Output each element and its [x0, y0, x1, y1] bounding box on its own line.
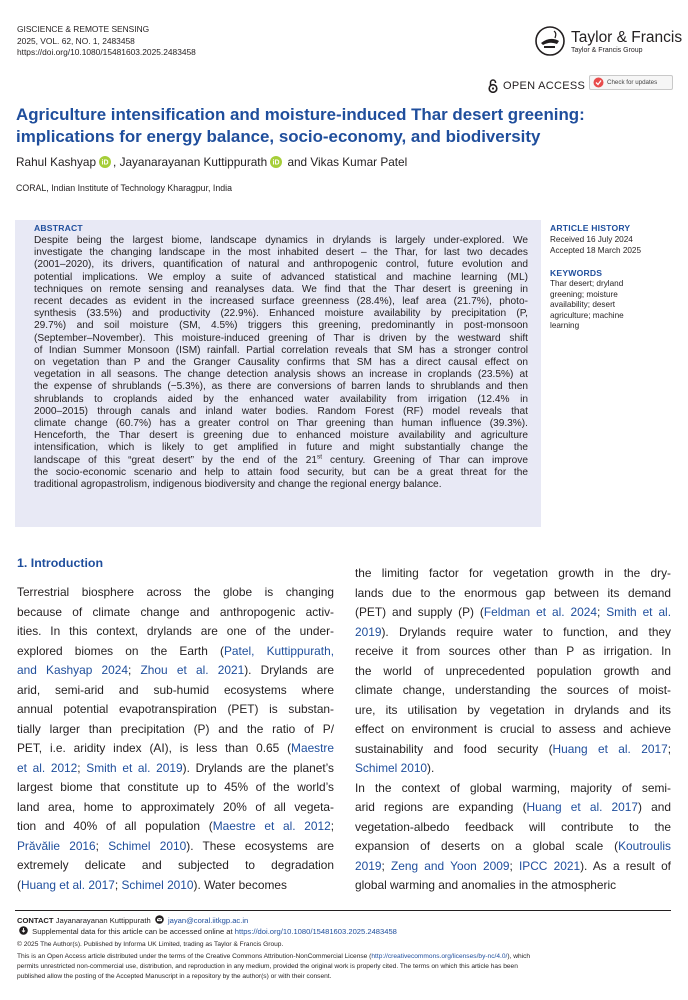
abstract-line: traditional agropastrolism, indigenous biodiversity and change the regional energy balance.	[34, 479, 442, 491]
license-link[interactable]: http://creativecommons.org/licenses/by-nc/4.0/	[371, 953, 508, 960]
abstract-line: Despite being the largest biome, landscape dynamics in drylands is largely under-explored. We	[34, 235, 528, 246]
keywords-list	[550, 279, 678, 332]
body-text-line: arid, semi-arid and sub-humid ecosystems where	[17, 682, 334, 697]
article-title	[16, 104, 666, 147]
abstract-line: intensification, which is likely to get amplified in future and might substantially change the	[34, 442, 528, 454]
publisher-group: Taylor & Francis Group	[571, 47, 643, 54]
title-line-2: implications for energy balance, socio-economy, and biodiversity	[16, 126, 541, 146]
open-access-label: OPEN ACCESS	[503, 80, 586, 92]
journal-header	[17, 24, 196, 59]
body-text-line: the limiting factor for vegetation growth in the dry-	[355, 566, 671, 580]
citation-link[interactable]: Prăvălie 2016	[17, 838, 96, 853]
citation-link[interactable]: 2019	[355, 624, 382, 639]
citation-link[interactable]: Schimel 2010	[355, 761, 428, 775]
abstract-line: vegetation in all seasons. The change detection analysis shows an increase in croplands (23.5%) at	[34, 369, 528, 381]
abstract-line: the socio-economic scenario and help to attain food security, but can be a great threat for the	[34, 466, 528, 478]
body-column-right	[355, 564, 671, 896]
author-2[interactable]: Jayanarayanan Kuttippurath	[119, 155, 268, 169]
footer-rule	[15, 910, 671, 911]
crossmark-icon	[593, 77, 604, 88]
keywords	[550, 268, 678, 332]
abstract-line: Henceforth, the Thar desert is greening due to enhanced moisture availability and agriculture	[34, 430, 528, 442]
citation-link[interactable]: Zhou et al. 2021	[140, 663, 245, 677]
citation-link[interactable]: Schimel 2010	[108, 838, 187, 853]
affiliation: CORAL, Indian Institute of Technology Kharagpur, India	[16, 183, 232, 193]
citation-link[interactable]: Huang et al. 2017	[526, 800, 639, 814]
citation-link[interactable]: Zeng and Yoon 2009	[390, 858, 510, 873]
keywords-heading: KEYWORDS	[550, 268, 603, 278]
body-text-line: sustainability and food security (Huang et al. 2017;	[355, 741, 671, 756]
journal-doi-link[interactable]: https://doi.org/10.1080/15481603.2025.2483458	[17, 47, 196, 57]
publisher-logo[interactable]	[534, 24, 683, 60]
supplemental-link[interactable]: https://doi.org/10.1080/15481603.2025.2483458	[234, 927, 397, 936]
body-text-line: ities. In this context, drylands are one of the under-	[17, 624, 334, 638]
journal-name: GISCIENCE & REMOTE SENSING	[17, 24, 150, 34]
body-text-line: largest biome that constitute up to 45% of the world’s	[17, 780, 334, 794]
body-text-line: and Kashyap 2024; Zhou et al. 2021). Drylands are	[17, 663, 334, 677]
citation-link[interactable]: Smith et al. 2019	[86, 760, 183, 775]
abstract-line: potential implications. We employ a suite of advanced statistical and machine learning (ML)	[34, 271, 528, 283]
abstract-line: the expense of shrublands (−5.3%), as there are conversions of barren lands to shrublands and then	[34, 381, 528, 393]
abstract-line: investigate the changing landscape in the most inhabited desert – the Thar, for last two decades	[34, 247, 528, 259]
contact-name: Jayanarayanan Kuttippurath	[55, 916, 151, 925]
body-column-left	[17, 583, 334, 895]
section-heading-introduction: 1. Introduction	[17, 556, 104, 570]
contact-label: CONTACT	[17, 916, 54, 925]
open-lock-icon	[488, 79, 498, 93]
orcid-icon[interactable]	[270, 156, 282, 168]
citation-link[interactable]: Huang et al. 2017	[20, 877, 115, 892]
license-text-1a: This is an Open Access article distributed under the terms of the Creative Commons Attribution-NonCommercial License (	[17, 953, 372, 960]
abstract-line: 2000–2015) through canals and inland water bodies. Random Forest (RF) model reveals that	[34, 405, 528, 417]
body-text-line: In the context of global warming, majority of semi-	[355, 780, 671, 795]
author-1[interactable]: Rahul Kashyap	[16, 155, 97, 169]
license-line-2: permits unrestricted non-commercial use, distribution, and reproduction in any medium, provided the original work is properly cited. The terms on which this article has been	[17, 963, 518, 970]
citation-link[interactable]: and Kashyap 2024	[17, 663, 128, 677]
citation-link[interactable]: Schimel 2010	[121, 877, 194, 892]
citation-link[interactable]: Maestre et al. 2012	[212, 819, 331, 833]
abstract-line: 29.7%) and soil moisture (SM, 4.5%) triggers this greening, predominantly in post-monsoon	[34, 320, 528, 332]
citation-link[interactable]: et al. 2012	[17, 760, 78, 775]
abstract-line: techniques on remote sensing and reanalyses data. We find that the Thar desert is greening in	[34, 283, 528, 295]
license-line-3: published allow the posting of the Accepted Manuscript in a repository by the author(s) or with their consent.	[17, 973, 332, 980]
body-text-line: 2019; Zeng and Yoon 2009; IPCC 2021). As a result of	[355, 858, 671, 873]
citation-link[interactable]: Smith et al.	[606, 605, 671, 619]
abstract-line: (2001–2020), its drivers, quantification of natural and anthropogenic control, future evolution and	[34, 259, 528, 271]
svg-text:iD: iD	[101, 159, 109, 167]
check-for-updates-label: Check for updates	[607, 79, 658, 86]
received-date: Received 16 July 2024	[550, 235, 633, 244]
body-text-line: Schimel 2010).	[355, 761, 435, 775]
body-text-line: (PET) and supply (P) (Feldman et al. 2024; Smith et al.	[355, 605, 671, 619]
check-for-updates-button[interactable]	[589, 75, 673, 90]
abstract-line: (September–November). This moisture-induced greening of Thar is driven by the westward shift	[34, 332, 528, 344]
body-text-line: effect on environment is crucial to assess and achieve	[355, 722, 671, 736]
body-text-line: vegetation-albedo feedback will contribute to the	[355, 819, 671, 834]
keyword-line: Thar desert; dryland	[550, 279, 624, 288]
body-text-line: ure, its utilisation by vegetation in drylands and its	[355, 702, 671, 717]
email-icon	[155, 915, 164, 924]
body-text-line: extremely delicate and subjected to degradation	[17, 858, 334, 872]
open-access-badge	[488, 78, 585, 94]
abstract-line: recent decades as evident in the increased surface greenness (28.4%), leaf area (21.7%), photo-	[34, 296, 528, 308]
citation-link[interactable]: Patel, Kuttippurath,	[223, 643, 334, 658]
body-text-line: tion and 40% of all population (Maestre et al. 2012;	[17, 819, 334, 833]
keyword-line: greening; moisture	[550, 289, 618, 299]
body-text-line: explored biomes on the Earth (Patel, Kuttippurath,	[17, 643, 334, 658]
abstract-text	[34, 235, 528, 491]
body-text-line: Prăvălie 2016; Schimel 2010). These ecosystems are	[17, 838, 335, 853]
accepted-date: Accepted 18 March 2025	[550, 245, 642, 255]
citation-link[interactable]: 2019	[355, 858, 382, 873]
ordinal-superscript: st	[317, 453, 323, 461]
citation-link[interactable]: Koutroulis	[618, 839, 671, 853]
abstract-line: on vegetation than P and the Granger Causality confirms that SM has a direct causal effect on	[34, 357, 528, 369]
svg-text:iD: iD	[272, 159, 280, 167]
body-text-line: tially larger than precipitation (P) and the ratio of P/	[17, 721, 334, 736]
lamp-logo-icon	[534, 26, 566, 56]
body-text-line: climate change, understanding the sources of moist-	[355, 683, 671, 697]
title-line-1: Agriculture intensification and moisture-induced Thar desert greening:	[16, 105, 585, 124]
body-text-line: et al. 2012; Smith et al. 2019). Drylands are the planet’s	[17, 760, 334, 775]
license-text-1b: ), which	[507, 953, 531, 960]
body-text-line: because of climate change and anthropogenic activ-	[17, 604, 334, 619]
citation-link[interactable]: Huang et al. 2017	[552, 741, 668, 756]
abstract-heading: ABSTRACT	[34, 223, 83, 233]
citation-link[interactable]: Maestre	[291, 741, 334, 755]
supplemental-data-icon	[19, 926, 28, 935]
citation-link[interactable]: IPCC 2021	[518, 858, 581, 873]
keyword-line: availability; desert	[550, 300, 616, 310]
contact-email[interactable]: jayan@coral.iitkgp.ac.in	[167, 916, 249, 925]
keyword-line: learning	[550, 321, 580, 331]
supplemental-line	[17, 926, 677, 937]
citation-link[interactable]: Feldman et al. 2024	[483, 605, 597, 619]
copyright-line: © 2025 The Author(s). Published by Informa UK Limited, trading as Taylor & Francis Group.	[17, 941, 284, 948]
abstract-line: landscape of this “great desert” by the end of the 21st century. Greening of Thar can improve	[34, 453, 528, 466]
article-history-heading: ARTICLE HISTORY	[550, 223, 631, 233]
body-text-line: global warming and anomalies in the atmospheric	[355, 878, 617, 892]
keyword-line: agriculture; machine	[550, 310, 624, 320]
abstract-line: synthesis (33.5%) and productivity (22.9%). Enhanced moisture availability by precipitation (P,	[34, 308, 528, 320]
article-history	[550, 223, 678, 256]
orcid-icon[interactable]	[99, 156, 111, 168]
body-text-line: Terrestrial biosphere across the globe is changing	[17, 585, 334, 599]
license-line-1	[17, 952, 677, 961]
body-text-line: (Huang et al. 2017; Schimel 2010). Water becomes	[17, 877, 287, 892]
body-text-line: land area, home to approximately 20% of all vegeta-	[17, 799, 334, 814]
abstract-line: of Indian Summer Monsoon (ISM) rainfall. Partial correlation reveals that SM has a stronger control	[34, 344, 528, 356]
abstract-line: climate change (60.7%) has a greater control on Thar greening than human influence (39.3%).	[34, 418, 528, 430]
body-text-line: lands due to the enormous gap between its demand	[355, 585, 671, 600]
body-text-line: arid regions are expanding (Huang et al. 2017) and	[355, 800, 671, 814]
contact-line	[17, 915, 677, 926]
author-3[interactable]: and Vikas Kumar Patel	[287, 155, 408, 169]
body-text-line: 2019). Drylands require water to function, and they	[355, 624, 671, 639]
abstract-line: shrublands to croplands aided by the enhanced water availability from irrigation (12.4% in	[34, 393, 528, 405]
body-text-line: annual potential evapotranspiration (PET) is substan-	[17, 702, 334, 716]
supplemental-text: Supplemental data for this article can be accessed online at	[32, 927, 233, 936]
journal-volume: 2025, VOL. 62, NO. 1, 2483458	[17, 35, 135, 46]
body-text-line: expansion of deserts on a global scale (Koutroulis	[355, 839, 671, 853]
body-text-line: the world of unprecedented population growth and	[355, 663, 671, 678]
body-text-line: PET, i.e. aridity index (AI), is less than 0.65 (Maestre	[17, 741, 334, 755]
author-list: Rahul Kashyap iD , Jayanarayanan Kuttippurath iD and Vikas Kumar Patel	[16, 155, 408, 169]
body-text-line: receive it from sources other than P as irrigation. In	[355, 644, 671, 658]
publisher-name: Taylor & Francis	[571, 29, 683, 46]
